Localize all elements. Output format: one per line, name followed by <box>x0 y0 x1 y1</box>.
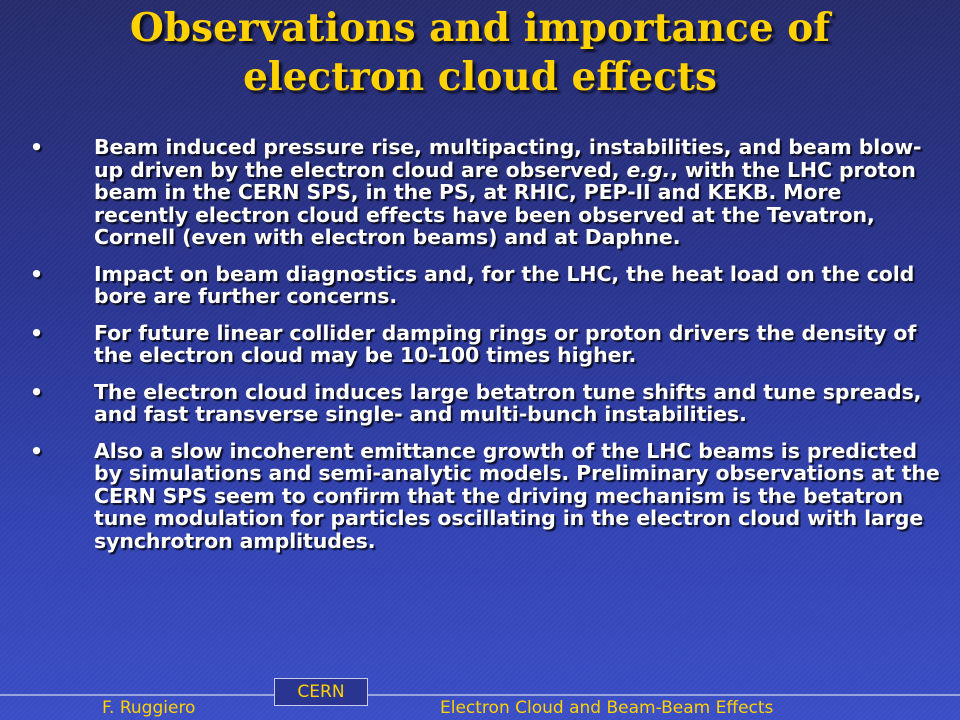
footer-divider <box>0 694 960 696</box>
bullet-text-1b: , with the LHC proton beam in the CERN SPS, in the PS, at RHIC, PEP-II and KEKB. More recently electron cloud effects have been observed at the Tevatron, Cornell (even with electron beams) and at Daphne. <box>94 157 916 249</box>
footer-cern-badge: CERN <box>274 678 368 706</box>
bullet-icon: • <box>30 438 44 463</box>
bullet-text-2: Impact on beam diagnostics and, for the LHC, the heat load on the cold bore are further concerns. <box>94 261 915 308</box>
slide-title <box>20 4 940 102</box>
footer-presentation-title: Electron Cloud and Beam-Beam Effects <box>440 698 774 718</box>
bullet-icon: • <box>30 135 44 159</box>
bullet-item-2 <box>30 263 940 308</box>
bullet-text-1a: Beam induced pressure rise, multipacting, instabilities, and beam blow-up driven by the electron cloud are observed, <box>94 135 922 182</box>
slide-title-line-1: Observations and importance of <box>129 5 831 51</box>
bullet-icon: • <box>30 320 44 345</box>
footer-author: F. Ruggiero <box>102 698 196 718</box>
bullet-item-3 <box>30 322 940 367</box>
bullet-item-5 <box>30 440 940 553</box>
bullet-text-4: The electron cloud induces large betatron tune shifts and tune spreads, and fast transverse single- and multi-bunch instabilities. <box>94 379 922 426</box>
bullet-icon: • <box>30 379 44 404</box>
slide-title-line-2: electron cloud effects <box>243 54 717 100</box>
bullet-item-1 <box>30 136 940 249</box>
bullet-text-5: Also a slow incoherent emittance growth of the LHC beams is predicted by simulations and semi-analytic models. Preliminary observations at the CERN SPS seem to confirm that the driving mechanism is the betatron tune modulation for particles oscillating in the electron cloud with large synchrotron amplitudes. <box>94 438 940 553</box>
bullet-text-3: For future linear collider damping rings or proton drivers the density of the electron cloud may be 10-100 times higher. <box>94 320 917 367</box>
bullet-icon: • <box>30 261 44 286</box>
bullet-text-1-emphasis: e.g. <box>626 157 671 182</box>
bullet-list <box>30 136 940 566</box>
bullet-item-4 <box>30 381 940 426</box>
